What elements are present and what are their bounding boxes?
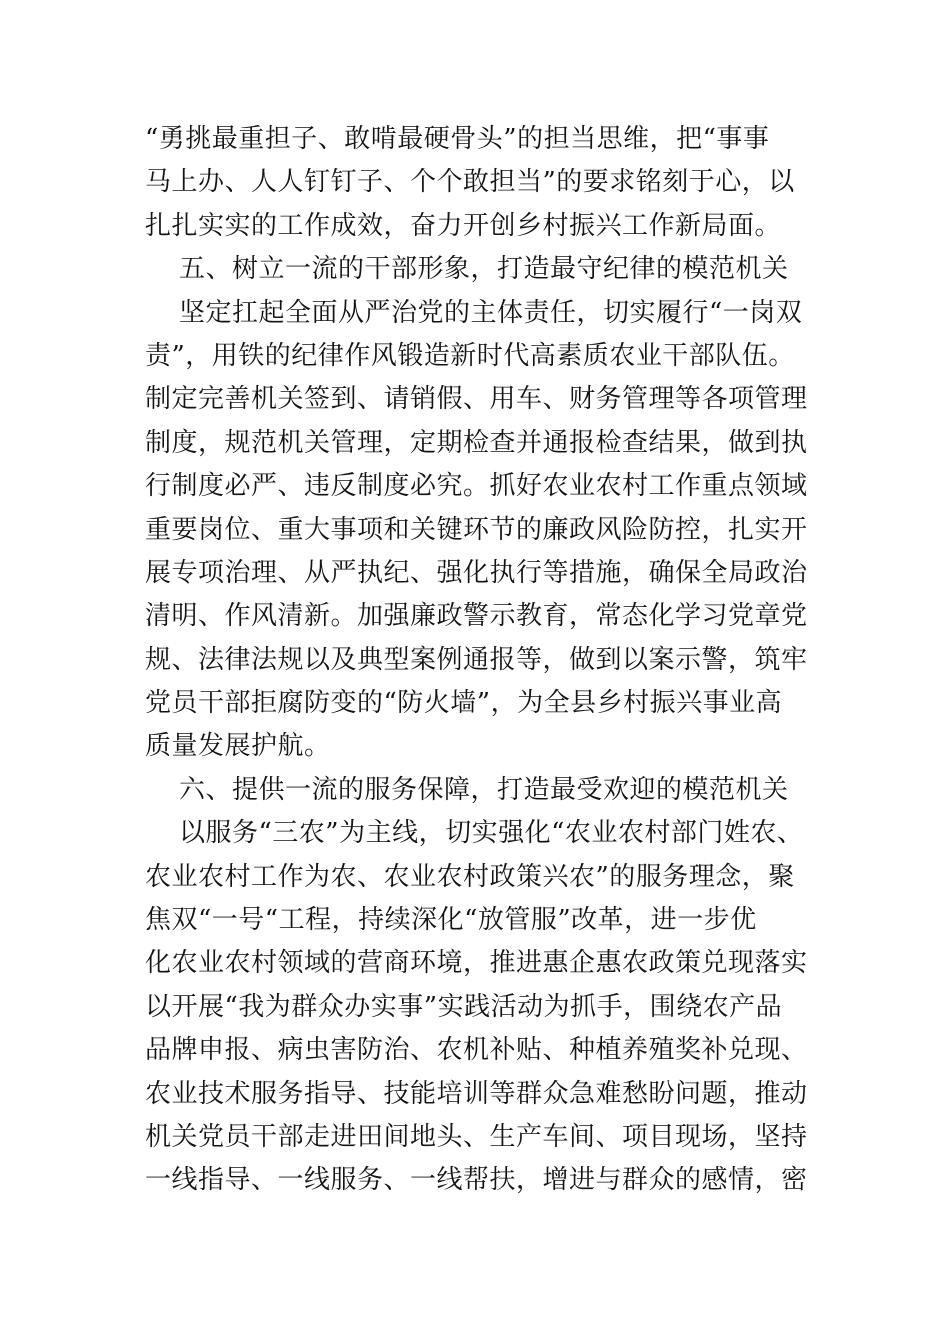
body-line: 责”，用铁的纪律作风锻造新时代高素质农业干部队伍。	[145, 340, 795, 371]
body-line: 以开展“我为群众办实事”实践活动为抓手，围绕农产品	[145, 991, 783, 1022]
body-line: 以服务“三农”为主线，切实强化“农业农村部门姓农、	[179, 818, 804, 849]
body-line: 重要岗位、重大事项和关键环节的廉政风险防控，扎实开	[145, 514, 808, 545]
section-heading-5: 五、树立一流的干部形象，打造最守纪律的模范机关	[179, 254, 789, 285]
body-line: 一线指导、一线服务、一线帮扶，增进与群众的感情，密	[145, 1165, 808, 1196]
body-line: 行制度必严、违反制度必究。抓好农业农村工作重点领域	[145, 471, 808, 502]
body-line: 机关党员干部走进田间地头、生产车间、项目现场，坚持	[145, 1121, 808, 1152]
body-line: 党员干部拒腐防变的“防火墙”，为全县乡村振兴事业高	[145, 688, 783, 719]
body-line: 焦双“一号“工程，持续深化“放管服”改革，进一步优	[145, 905, 757, 936]
body-line: 制度，规范机关管理，定期检查并通报检查结果，做到执	[145, 427, 808, 458]
body-line: 化农业农村领域的营商环境，推进惠企惠农政策兑现落实	[145, 948, 808, 979]
body-line: 农业农村工作为农、农业农村政策兴农”的服务理念，聚	[145, 861, 795, 892]
body-line: 农业技术服务指导、技能培训等群众急难愁盼问题，推动	[145, 1078, 808, 1109]
section-heading-6: 六、提供一流的服务保障，打造最受欢迎的模范机关	[179, 774, 789, 805]
body-line: 坚定扛起全面从严治党的主体责任，切实履行“一岗双	[179, 297, 803, 328]
body-line: “勇挑最重担子、敢啃最硬骨头”的担当思维，把“事事	[145, 124, 770, 154]
body-line: 扎扎实实的工作成效，奋力开创乡村振兴工作新局面。	[145, 210, 782, 241]
body-line: 质量发展护航。	[145, 731, 331, 762]
body-line: 马上办、人人钉钉子、个个敢担当”的要求铭刻于心，以	[145, 167, 795, 198]
body-line: 制定完善机关签到、请销假、用车、财务管理等各项管理	[145, 384, 808, 415]
document-body	[145, 118, 845, 1203]
body-line: 展专项治理、从严执纪、强化执行等措施，确保全局政治	[145, 557, 808, 588]
body-line: 品牌申报、病虫害防治、农机补贴、种植养殖奖补兑现、	[145, 1035, 808, 1066]
body-line: 清明、作风清新。加强廉政警示教育，常态化学习党章党	[145, 601, 808, 632]
body-line: 规、法律法规以及典型案例通报等，做到以案示警，筑牢	[145, 644, 808, 675]
